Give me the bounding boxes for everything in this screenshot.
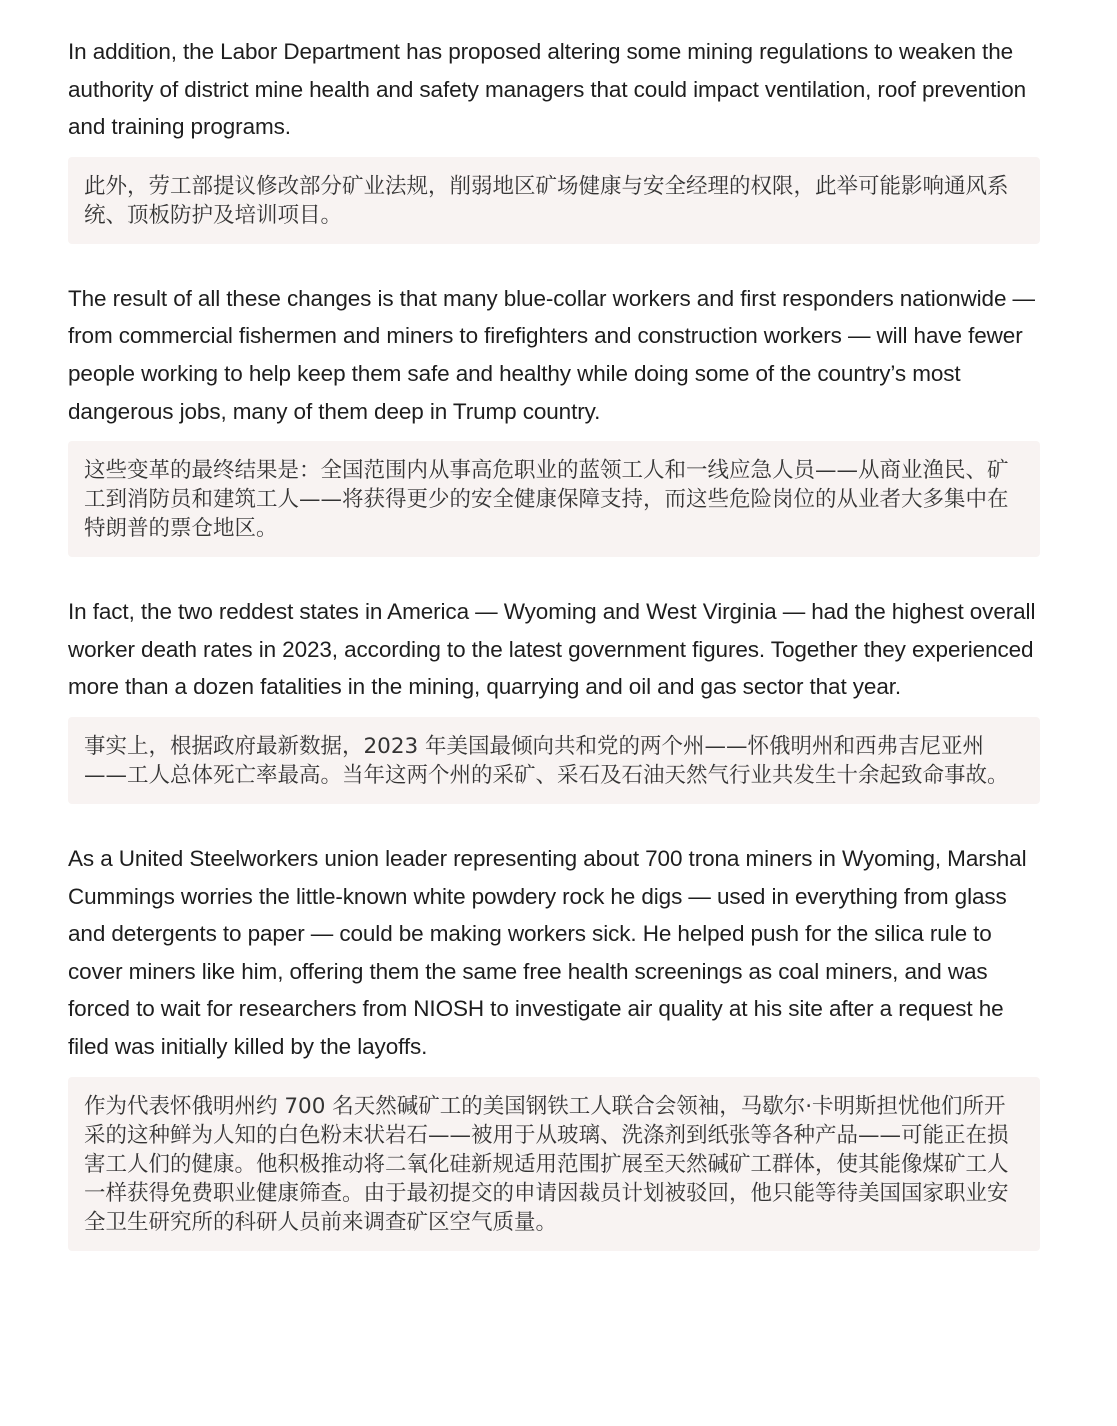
english-paragraph: The result of all these changes is that many blue-collar workers and first responders nationwide — from commercial fishermen and miners to firefighters and construction workers — will have fewer people working to help keep them safe and healthy while doing some of the country’s most dangerous jobs, many of them deep in Trump country. [68, 285, 1035, 424]
paragraph-pair [68, 840, 1040, 1251]
paragraph-pair [68, 593, 1040, 804]
chinese-translation-box: 事实上，根据政府最新数据，2023 年美国最倾向共和党的两个州——怀俄明州和西弗吉尼亚州——工人总体死亡率最高。当年这两个州的采矿、采石及石油天然气行业共发生十余起致命事故。 [68, 717, 1040, 804]
english-paragraph: In fact, the two reddest states in America — Wyoming and West Virginia — had the highest overall worker death rates in 2023, according to the latest government figures. Together they experienced more than a dozen fatalities in the mining, quarrying and oil and gas sector that year. [68, 599, 1036, 700]
chinese-translation-box: 此外，劳工部提议修改部分矿业法规，削弱地区矿场健康与安全经理的权限，此举可能影响通风系统、顶板防护及培训项目。 [68, 157, 1040, 244]
chinese-translation-box: 这些变革的最终结果是：全国范围内从事高危职业的蓝领工人和一线应急人员——从商业渔民、矿工到消防员和建筑工人——将获得更少的安全健康保障支持，而这些危险岗位的从业者大多集中在特朗普的票仓地区。 [68, 441, 1040, 557]
paragraph-pair [68, 33, 1040, 244]
paragraph-pair [68, 280, 1040, 557]
chinese-translation-box: 作为代表怀俄明州约 700 名天然碱矿工的美国钢铁工人联合会领袖，马歇尔·卡明斯担忧他们所开采的这种鲜为人知的白色粉末状岩石——被用于从玻璃、洗涤剂到纸张等各种产品——可能正在损害工人们的健康。他积极推动将二氧化硅新规适用范围扩展至天然碱矿工群体，使其能像煤矿工人一样获得免费职业健康筛查。由于最初提交的申请因裁员计划被驳回，他只能等待美国国家职业安全卫生研究所的科研人员前来调查矿区空气质量。 [68, 1077, 1040, 1251]
article-body [68, 33, 1040, 1287]
english-paragraph: In addition, the Labor Department has proposed altering some mining regulations to weaken the authority of district mine health and safety managers that could impact ventilation, roof prevention and training programs. [68, 39, 1027, 140]
english-paragraph: As a United Steelworkers union leader representing about 700 trona miners in Wyoming, Marshal Cummings worries the little-known white powdery rock he digs — used in everything from glass and detergents to paper — could be making workers sick. He helped push for the silica rule to cover miners like him, offering them the same free health screenings as coal miners, and was forced to wait for researchers from NIOSH to investigate air quality at his site after a request he filed was initially killed by the layoffs. [68, 845, 1027, 1059]
